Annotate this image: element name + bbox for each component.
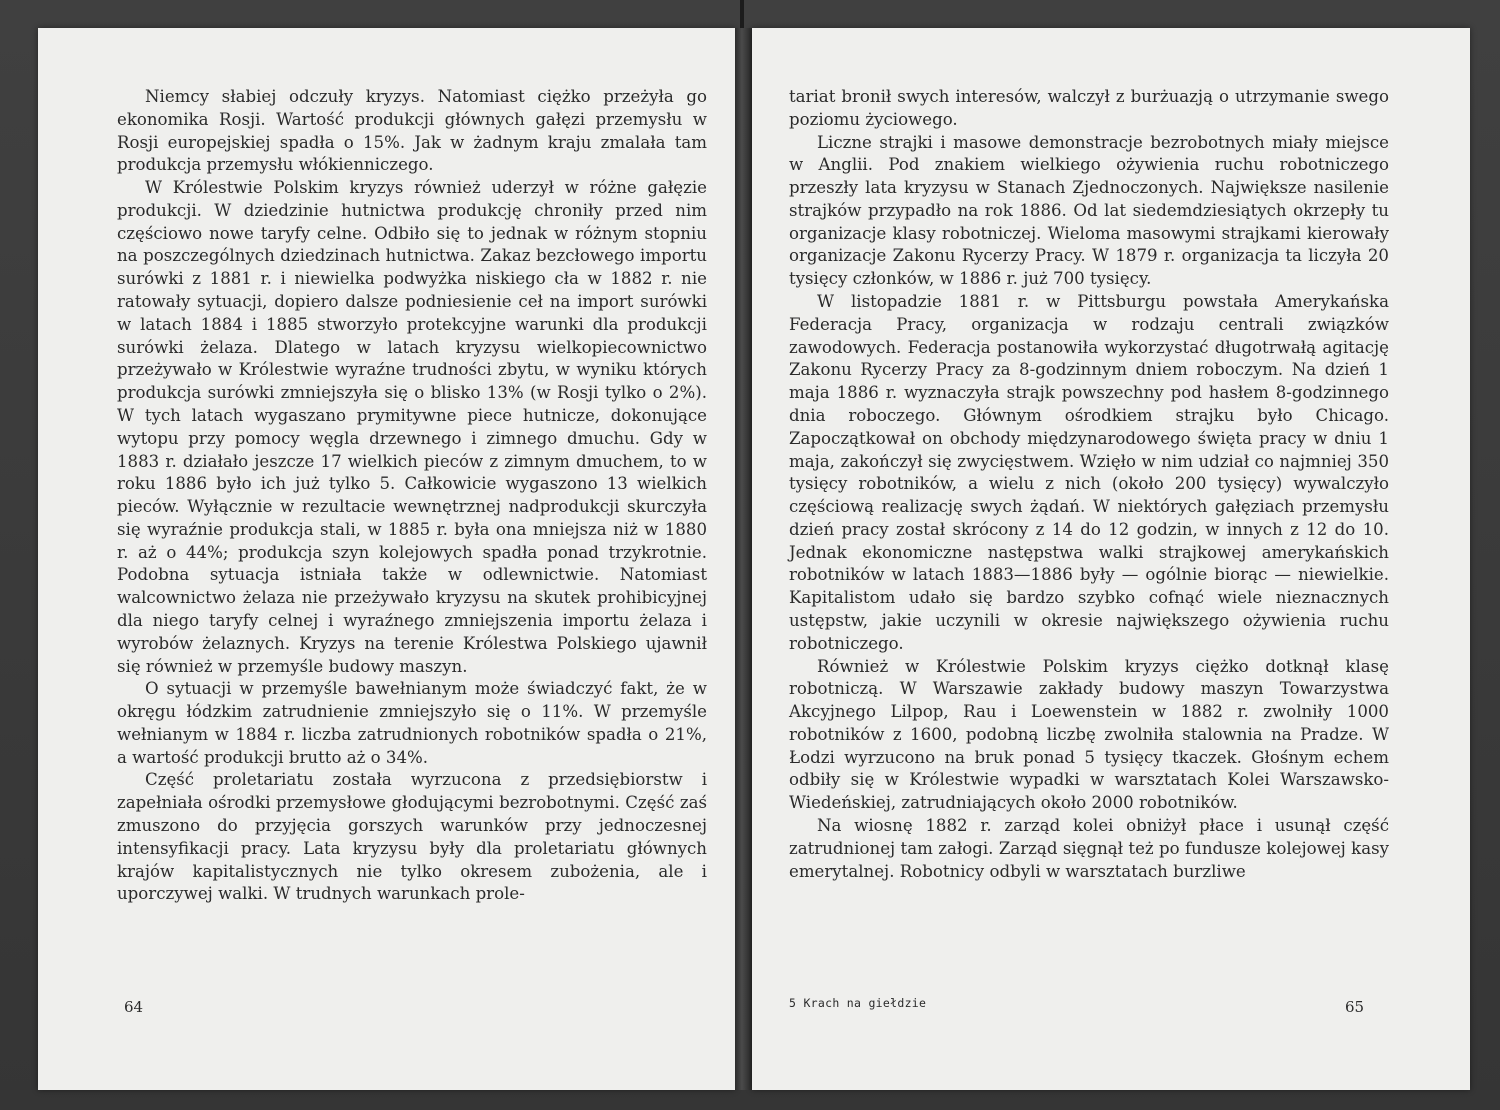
right-page (752, 28, 1470, 1090)
paragraph: O sytuacji w przemyśle bawełnianym może świadczyć fakt, że w okręgu łódzkim zatrudnienie zmniejszyło się o 11%. W przemyśle wełnianym w 1884 r. liczba zatrudnionych robotników spadła o 21%, a wartość produkcji brutto aż o 34%. (117, 679, 707, 767)
paragraph: W Królestwie Polskim kryzys również uderzył w różne gałęzie produkcji. W dziedzinie hutnictwa produkcję chroniły przed nim częściowo nowe taryfy celne. Odbiło się to jednak w różnym stopniu na poszczególnych dziedzinach hutnictwa. Zakaz bezcłowego importu surówki z 1881 r. i niewielka podwyżka niskiego cła w 1882 r. nie ratowały sytuacji, dopiero dalsze podniesienie ceł na import surówki w latach 1884 i 1885 stworzyło protekcyjne warunki dla produkcji surówki żelaza. Dlatego w latach kryzysu wielkopiecownictwo przeżywało w Królestwie wyraźne trudności zbytu, w wyniku których produkcja surówki zmniejszyła się o blisko 13% (w Rosji tylko o 2%). W tych latach wygaszano prymitywne piece hutnicze, dokonujące wytopu przy pomocy węgla drzewnego i zimnego dmuchu. Gdy w 1883 r. działało jeszcze 17 wielkich pieców z zimnym dmuchem, to w roku 1886 było ich już tylko 5. Całkowicie wygaszono 13 wielkich pieców. Wyłącznie w rezultacie wewnętrznej nadprodukcji skurczyła się wyraźnie produkcja stali, w 1885 r. była ona mniejsza niż w 1880 r. aż o 44%; produkcja szyn kolejowych spadła ponad trzykrotnie. Podobna sytuacja istniała także w odlewnictwie. Natomiast walcownictwo żelaza nie przeżywało kryzysu na skutek prohibicyjnej dla niego taryfy celnej i wyraźnego zmniejszenia importu żelaza i wyrobów żelaznych. Kryzys na terenie Królestwa Polskiego ujawnił się również w przemyśle budowy maszyn. (117, 178, 707, 676)
paragraph: Liczne strajki i masowe demonstracje bezrobotnych miały miejsce w Anglii. Pod znakiem wielkiego ożywienia ruchu robotniczego przeszły lata kryzysu w Stanach Zjednoczonych. Największe nasilenie strajków przypadło na rok 1886. Od lat siedemdziesiątych okrzepły tu organizacje klasy robotniczej. Wieloma masowymi strajkami kierowały organizacje Zakonu Rycerzy Pracy. W 1879 r. organizacja ta liczyła 20 tysięcy członków, w 1886 r. już 700 tysięcy. (789, 132, 1389, 289)
book-gutter (735, 28, 752, 1090)
right-page-text (789, 86, 1389, 883)
paragraph: tariat bronił swych interesów, walczył z burżuazją o utrzymanie swego poziomu życiowego. (789, 87, 1389, 129)
printer-signature: 5 Krach na giełdzie (789, 996, 927, 1010)
left-page-text (117, 86, 707, 906)
left-page (38, 28, 735, 1090)
paragraph: W listopadzie 1881 r. w Pittsburgu powstała Amerykańska Federacja Pracy, organizacja w rodzaju centrali związków zawodowych. Federacja postanowiła wykorzystać długotrwałą agitację Zakonu Rycerzy Pracy za 8-godzinnym dniem roboczym. Na dzień 1 maja 1886 r. wyznaczyła strajk powszechny pod hasłem 8-godzinnego dnia roboczego. Głównym ośrodkiem strajku było Chicago. Zapoczątkował on obchody międzynarodowego święta pracy w dniu 1 maja, zakończył się zwycięstwem. Wzięło w nim udział co najmniej 350 tysięcy robotników, a wielu z nich (około 200 tysięcy) wywalczyło częściową realizację swych żądań. W niektórych gałęziach przemysłu dzień pracy został skrócony z 14 do 12 godzin, w innych z 12 do 10. Jednak ekonomiczne następstwa walki strajkowej amerykańskich robotników w latach 1883—1886 były — ogólnie biorąc — niewielkie. Kapitalistom udało się bardzo szybko cofnąć wiele nieznacznych ustępstw, jakie uczynili w okresie największego ożywienia ruchu robotniczego. (789, 292, 1389, 653)
page-number: 65 (1345, 998, 1365, 1016)
paragraph: Na wiosnę 1882 r. zarząd kolei obniżył płace i usunął część zatrudnionej tam załogi. Zarząd sięgnął też po fundusze kolejowej kasy emerytalnej. Robotnicy odbyli w warsztatach burzliwe (789, 816, 1389, 881)
paragraph: Również w Królestwie Polskim kryzys ciężko dotknął klasę robotniczą. W Warszawie zakłady budowy maszyn Towarzystwa Akcyjnego Lilpop, Rau i Loewenstein w 1882 r. zwolniły 1000 robotników z 1600, podobną liczbę zwolniła stalownia na Pradze. W Łodzi wyrzucono na bruk ponad 5 tysięcy tkaczek. Głośnym echem odbiły się w Królestwie wypadki w warsztatach Kolei Warszawsko-Wiedeńskiej, zatrudniających około 2000 robotników. (789, 656, 1389, 813)
binding-mark (740, 0, 744, 28)
page-number: 64 (124, 998, 144, 1016)
paragraph: Część proletariatu została wyrzucona z przedsiębiorstw i zapełniała ośrodki przemysłowe głodującymi bezrobotnymi. Część zaś zmuszono do przyjęcia gorszych warunków przy jednoczesnej intensyfikacji pracy. Lata kryzysu były dla proletariatu głównych krajów kapitalistycznych nie tylko okresem zubożenia, ale i uporczywej walki. W trudnych warunkach prole- (117, 770, 707, 904)
paragraph: Niemcy słabiej odczuły kryzys. Natomiast ciężko przeżyła go ekonomika Rosji. Wartość produkcji głównych gałęzi przemysłu w Rosji europejskiej spadła o 15%. Jak w żadnym kraju zmalała tam produkcja przemysłu włókienniczego. (117, 87, 707, 175)
